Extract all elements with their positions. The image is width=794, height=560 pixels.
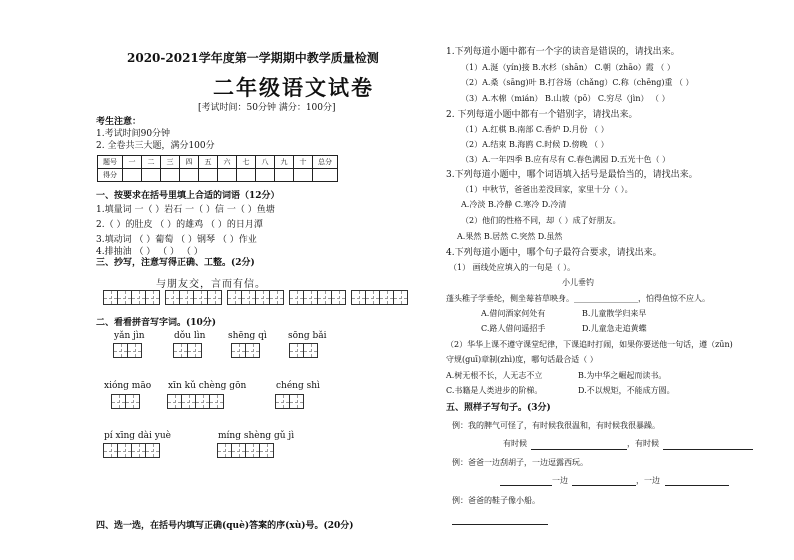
example-1: 例：我的脾气可怪了，有时候我很温和，有时候我很暴躁。 — [452, 421, 660, 430]
writing-cell[interactable] — [303, 290, 318, 305]
writing-cell[interactable] — [255, 290, 270, 305]
pinyin-1: yǎn jìn — [114, 331, 145, 341]
q2-item-3: （3）A.一年四季 B.应有尽有 C.春色满园 D.五光十色（ ） — [461, 155, 671, 164]
q4-option-d: D.儿童急走追黄蝶 — [582, 324, 647, 333]
q2-item-1: （1）A.红棋 B.南部 C.香炉 D.月份 （ ） — [461, 125, 609, 134]
pinyin-9: míng shèng gǔ jì — [218, 431, 295, 441]
score-input-cell[interactable] — [294, 169, 313, 182]
writing-cell[interactable] — [331, 290, 346, 305]
writing-cell[interactable] — [207, 290, 222, 305]
writing-cell[interactable] — [193, 290, 208, 305]
score-input-cell[interactable] — [275, 169, 294, 182]
writing-cell[interactable] — [351, 290, 366, 305]
score-header-cell: 三 — [161, 156, 180, 169]
section-1-line-4: 4.排抽油 （ ） （ ） （ ） — [96, 247, 203, 257]
q1-heading: 1.下列每道小题中都有一个字的读音是错误的，请找出来。 — [446, 47, 680, 57]
score-input-cell[interactable] — [199, 169, 218, 182]
example-1-prompt-b: ，有时候 — [627, 439, 659, 448]
pinyin-5: xióng māo — [104, 381, 152, 391]
exam-title: 二年级语文试卷 — [213, 75, 374, 100]
copy-text: 与朋友交，言而有信。 — [156, 279, 266, 290]
score-input-cell[interactable] — [313, 169, 338, 182]
answer-line-2c[interactable] — [665, 485, 729, 486]
score-header-cell: 九 — [275, 156, 294, 169]
q1-item-2: （2）A.桑（sāng)叶 B.打谷场（chǎng）C.称（chēng)重 （ ） — [461, 78, 694, 87]
score-header-cell: 总分 — [313, 156, 338, 169]
section-5-heading: 五、照样子写句子。(3分) — [446, 403, 551, 413]
example-2-prompt-a: 一边 — [552, 476, 568, 485]
score-value-row — [98, 169, 338, 182]
example-3: 例：爸爸的鞋子像小船。 — [452, 496, 540, 505]
section-4-heading: 四、选一选，在括号内填写正确(què)答案的序(xù)号。(20分) — [96, 521, 354, 531]
q4-option-a: A.借问酒家何处有 — [481, 309, 546, 318]
answer-box-9[interactable] — [218, 443, 274, 458]
q4-item-1: （1） 画线处应填入的一句是（ ）。 — [449, 263, 576, 272]
q1-item-3: （3）A.木棉（mián） B.山坡（pō） C.穷尽（jìn） （ ） — [461, 94, 670, 103]
q4-item-2-option-a: A.树无根不长，人无志不立 — [446, 371, 543, 380]
q4-item-2-line-1: （2）华华上课不遵守课堂纪律，下课追时打闹，如果你要送他一句话，遵（zūn) — [446, 340, 733, 349]
score-input-cell[interactable] — [142, 169, 161, 182]
score-header-cell: 题号 — [98, 156, 123, 169]
answer-box-8[interactable] — [104, 443, 160, 458]
poem-title: 小儿垂钓 — [562, 278, 594, 287]
writing-cell[interactable] — [165, 290, 180, 305]
section-1-heading: 一、按要求在括号里填上合适的词语（12分） — [96, 191, 280, 201]
section-3-heading: 三、抄写，注意写得正确、工整。(2分) — [96, 258, 255, 268]
q3-item-1-options: A.冷淡 B.冷静 C.寒冷 D.冷清 — [461, 200, 567, 209]
pinyin-3: shēng qì — [228, 331, 267, 341]
notice-line-2: 2. 全卷共三大题，满分100分 — [96, 141, 215, 151]
section-1-line-2: 2.（ ）的肚皮 （ ）的雄鸡 （ ）的日月潭 — [96, 220, 263, 230]
q4-item-2-line-2: 守规(guī)章制(zhì)度，哪句话最合适（ ） — [446, 355, 598, 364]
score-header-cell: 一 — [123, 156, 142, 169]
pinyin-6: xīn kǔ chèng gōn — [168, 381, 247, 391]
writing-cell[interactable] — [269, 290, 284, 305]
example-1-prompt-a: 有时候 — [503, 439, 527, 448]
q2-item-2: （2）A.结束 B.海鸥 C.时候 D.傍晚 （ ） — [461, 140, 609, 149]
q4-item-2-option-d: D.不以规矩，不能成方圆。 — [578, 386, 675, 395]
answer-line-1b[interactable] — [663, 449, 753, 450]
score-input-cell[interactable] — [161, 169, 180, 182]
answer-line-2a[interactable] — [500, 485, 552, 486]
score-header-cell: 六 — [218, 156, 237, 169]
score-label-cell: 得分 — [98, 169, 123, 182]
writing-cell[interactable] — [289, 290, 304, 305]
section-2-heading: 二、看看拼音写字词。(10分) — [96, 318, 217, 328]
score-input-cell[interactable] — [218, 169, 237, 182]
q4-item-2-option-c: C.书籍是人类进步的阶梯。 — [446, 386, 543, 395]
q2-heading: 2. 下列每道小题中都有一个错别字，请找出来。 — [446, 110, 638, 120]
writing-cell[interactable] — [145, 290, 160, 305]
poem-line: 蓬头稚子学垂纶，侧坐莓苔草映身。________________，怕得鱼惊不应人。 — [446, 294, 710, 303]
score-table — [97, 155, 338, 182]
answer-box-3[interactable] — [232, 343, 260, 358]
score-header-row — [98, 156, 338, 169]
writing-cell[interactable] — [117, 290, 132, 305]
pinyin-8: pí xīng dài yuè — [104, 431, 171, 441]
writing-cell[interactable] — [179, 290, 194, 305]
section-1-line-3: 3.填动词 （ ）葡萄 （ ）钢琴 （ ）作业 — [96, 235, 257, 245]
pinyin-4: sōng bǎi — [288, 331, 327, 341]
score-input-cell[interactable] — [256, 169, 275, 182]
writing-cell[interactable] — [131, 290, 146, 305]
q3-item-1: （1）中秋节，爸爸出差没回家，家里十分（ ）。 — [461, 185, 633, 194]
pinyin-7: chéng shì — [276, 381, 320, 391]
q3-item-2-options: A.果然 B.居然 C.突然 D.虽然 — [457, 232, 563, 241]
score-input-cell[interactable] — [123, 169, 142, 182]
answer-line-3a[interactable] — [452, 524, 548, 525]
score-header-cell: 八 — [256, 156, 275, 169]
q4-option-c: C.路人借问遥招手 — [481, 324, 546, 333]
score-header-cell: 五 — [199, 156, 218, 169]
writing-cell[interactable] — [103, 290, 118, 305]
answer-box-1[interactable] — [114, 343, 142, 358]
writing-cell[interactable] — [241, 290, 256, 305]
q3-heading: 3.下列每道小题中，哪个词语填入括号是最恰当的，请找出来。 — [446, 170, 698, 180]
q3-item-2: （2）他们的性格不同，却（ ）成了好朋友。 — [461, 216, 621, 225]
answer-box-4[interactable] — [290, 343, 318, 358]
q4-item-2-option-b: B.为中华之崛起而读书。 — [578, 371, 667, 380]
notice-line-1: 1.考试时间90分钟 — [96, 129, 171, 139]
exam-header: 2020-2021学年度第一学期期中教学质量检测 — [127, 51, 379, 65]
q4-heading: 4.下列每道小题中，哪个句子最符合要求，请找出来。 — [446, 248, 662, 258]
answer-box-2[interactable] — [174, 343, 202, 358]
example-2: 例：爸爸一边刮胡子，一边逗露西玩。 — [452, 458, 588, 467]
section-1-line-1: 1.填量词 一（ ）岩石 一（ ）信 一（ ）鱼塘 — [96, 205, 275, 215]
score-header-cell: 十 — [294, 156, 313, 169]
score-header-cell: 二 — [142, 156, 161, 169]
writing-cell[interactable] — [317, 290, 332, 305]
exam-info: [考试时间：50分钟 满分：100分] — [198, 103, 336, 113]
answer-box-6[interactable] — [168, 394, 224, 409]
answer-box-5[interactable] — [112, 394, 140, 409]
q4-option-b: B.儿童散学归来早 — [582, 309, 647, 318]
copy-grid[interactable] — [104, 290, 408, 305]
pinyin-2: dǒu lìn — [174, 331, 206, 341]
writing-cell[interactable] — [393, 290, 408, 305]
example-2-prompt-b: ，一边 — [636, 476, 660, 485]
writing-cell[interactable] — [227, 290, 242, 305]
answer-box-7[interactable] — [276, 394, 304, 409]
notice-heading: 考生注意： — [96, 117, 142, 127]
score-header-cell: 四 — [180, 156, 199, 169]
score-input-cell[interactable] — [180, 169, 199, 182]
score-header-cell: 七 — [237, 156, 256, 169]
writing-cell[interactable] — [379, 290, 394, 305]
answer-line-1a[interactable] — [531, 449, 627, 450]
writing-cell[interactable] — [365, 290, 380, 305]
answer-line-2b[interactable] — [572, 485, 636, 486]
q1-item-1: （1）A.涎（yín)接 B.水杉（shān） C.朝（zhāo）霞 （ ） — [461, 63, 675, 72]
score-input-cell[interactable] — [237, 169, 256, 182]
